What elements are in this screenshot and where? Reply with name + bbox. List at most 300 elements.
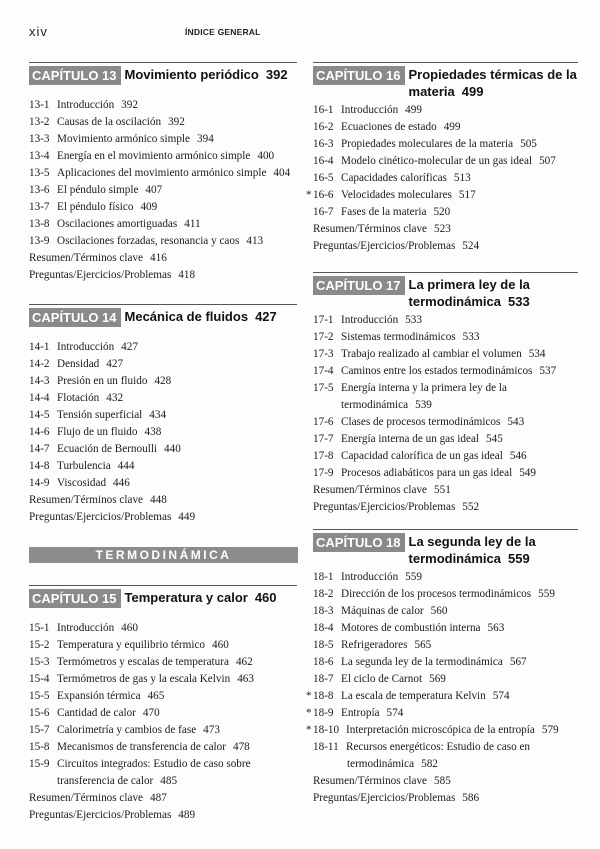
toc-entry[interactable] bbox=[306, 688, 578, 705]
section-page: 505 bbox=[520, 138, 537, 150]
section-number: 14-6 bbox=[29, 426, 50, 438]
section-title: Termómetros y escalas de temperatura bbox=[57, 656, 229, 668]
section-title: Viscosidad bbox=[57, 477, 107, 489]
section-page: 392 bbox=[121, 99, 138, 111]
section-number: 14-2 bbox=[29, 358, 50, 370]
chapter-15 bbox=[29, 585, 297, 824]
section-title: Presión en un fluido bbox=[57, 375, 148, 387]
section-number: 18-10 bbox=[313, 724, 340, 736]
section-title-cont bbox=[29, 773, 297, 790]
section-title-cont bbox=[313, 756, 578, 773]
section-title: Sistemas termodinámicos bbox=[341, 331, 456, 343]
section-title: Procesos adiabáticos para un gas ideal bbox=[341, 467, 513, 479]
chapter-title bbox=[125, 589, 277, 606]
section-page: 438 bbox=[144, 426, 162, 438]
toc-entry[interactable] bbox=[313, 586, 578, 603]
toc-entry[interactable] bbox=[313, 499, 578, 516]
toc-entry[interactable] bbox=[29, 339, 297, 356]
section-number: 18-1 bbox=[313, 571, 334, 583]
section-title: Densidad bbox=[57, 358, 100, 370]
toc-entry[interactable] bbox=[29, 739, 297, 756]
section-page: 407 bbox=[145, 184, 163, 196]
chapter-tag: CAPÍTULO 18 bbox=[313, 533, 405, 552]
section-page: 446 bbox=[113, 477, 130, 489]
section-page: 470 bbox=[142, 707, 160, 719]
chapter-header bbox=[313, 529, 578, 567]
section-title: Aplicaciones del movimiento armónico simple bbox=[57, 167, 267, 179]
section-page: 460 bbox=[121, 622, 138, 634]
toc-entry[interactable] bbox=[313, 465, 578, 482]
section-title: El péndulo físico bbox=[57, 201, 134, 213]
chapter-tag: CAPÍTULO 13 bbox=[29, 66, 121, 85]
toc-entry[interactable] bbox=[313, 204, 578, 221]
section-title: Ecuaciones de estado bbox=[341, 121, 437, 133]
toc-entry[interactable] bbox=[29, 182, 297, 199]
section-number: 15-2 bbox=[29, 639, 50, 651]
section-title: Resumen/Términos clave bbox=[29, 792, 144, 804]
toc-entry[interactable] bbox=[29, 267, 297, 284]
section-title: La escala de temperatura Kelvin bbox=[341, 690, 486, 702]
section-page: 499 bbox=[405, 104, 422, 116]
chapter-title-text-2: termodinámica bbox=[408, 551, 501, 566]
chapter-title-text: La segunda ley de la bbox=[408, 534, 536, 549]
section-title: Preguntas/Ejercicios/Problemas bbox=[29, 511, 172, 523]
section-number: 15-3 bbox=[29, 656, 50, 668]
section-title: Propiedades moleculares de la materia bbox=[341, 138, 514, 150]
chapter-entries bbox=[29, 620, 297, 824]
toc-entry[interactable] bbox=[29, 807, 297, 824]
toc-entry[interactable] bbox=[29, 441, 297, 458]
section-page: 539 bbox=[415, 399, 432, 411]
toc-entry[interactable] bbox=[29, 131, 297, 148]
toc-entry[interactable] bbox=[29, 233, 297, 250]
toc-entry[interactable] bbox=[313, 363, 578, 380]
chapter-page: 460 bbox=[254, 590, 277, 605]
section-title: Introducción bbox=[57, 341, 115, 353]
section-page: 440 bbox=[164, 443, 181, 455]
section-page: 513 bbox=[453, 172, 471, 184]
section-page: 520 bbox=[433, 206, 451, 218]
section-page: 427 bbox=[121, 341, 138, 353]
section-title: Temperatura y equilibrio térmico bbox=[57, 639, 206, 651]
chapter-tag: CAPÍTULO 17 bbox=[313, 276, 405, 295]
section-page: 565 bbox=[414, 639, 432, 651]
section-title: Cantidad de calor bbox=[57, 707, 136, 719]
section-page: 517 bbox=[458, 189, 476, 201]
section-page: 499 bbox=[443, 121, 461, 133]
section-page: 428 bbox=[154, 375, 172, 387]
section-page: 574 bbox=[386, 707, 404, 719]
toc-entry[interactable] bbox=[29, 165, 297, 182]
section-title: Mecanismos de transferencia de calor bbox=[57, 741, 226, 753]
section-number: 15-6 bbox=[29, 707, 50, 719]
chapter-page: 499 bbox=[461, 84, 484, 99]
section-title: Energía interna de un gas ideal bbox=[341, 433, 480, 445]
section-number: 16-6 bbox=[313, 189, 334, 201]
chapter-page: 427 bbox=[255, 309, 277, 324]
section-page: 448 bbox=[150, 494, 167, 506]
toc-entry[interactable] bbox=[29, 705, 297, 722]
section-title: Energía en el movimiento armónico simple bbox=[57, 150, 251, 162]
section-page: 409 bbox=[140, 201, 158, 213]
section-page: 524 bbox=[462, 240, 480, 252]
toc-entry[interactable] bbox=[29, 97, 297, 114]
toc-entry[interactable] bbox=[313, 414, 578, 431]
chapter-page: 392 bbox=[265, 67, 288, 82]
section-page: 545 bbox=[486, 433, 503, 445]
section-title: Termómetros de gas y la escala Kelvin bbox=[57, 673, 231, 685]
section-title: Modelo cinético-molecular de un gas ideal bbox=[341, 155, 533, 167]
chapter-title-text: Mecánica de fluidos bbox=[124, 309, 249, 324]
section-number: 18-8 bbox=[313, 690, 334, 702]
section-title-line-2: termodinámica bbox=[347, 758, 415, 770]
section-page: 582 bbox=[421, 758, 438, 770]
toc-entry[interactable] bbox=[306, 187, 578, 204]
section-title: Entropía bbox=[341, 707, 380, 719]
section-page: 533 bbox=[462, 331, 480, 343]
section-number: 13-6 bbox=[29, 184, 50, 196]
section-title: Circuitos integrados: Estudio de caso sobre bbox=[57, 758, 251, 770]
section-number: 16-4 bbox=[313, 155, 334, 167]
section-number: 15-1 bbox=[29, 622, 50, 634]
toc-entry[interactable] bbox=[29, 407, 297, 424]
toc-entry[interactable] bbox=[313, 569, 578, 586]
section-title: Energía interna y la primera ley de la bbox=[341, 382, 507, 394]
chapter-title bbox=[409, 66, 577, 100]
toc-entry[interactable] bbox=[313, 238, 578, 255]
section-number: 15-7 bbox=[29, 724, 50, 736]
section-title: Resumen/Términos clave bbox=[29, 494, 144, 506]
section-page: 427 bbox=[106, 358, 124, 370]
section-page: 523 bbox=[434, 223, 451, 235]
chapter-entries bbox=[29, 339, 297, 526]
toc-entry[interactable] bbox=[313, 448, 578, 465]
section-page: 449 bbox=[178, 511, 196, 523]
section-page: 411 bbox=[184, 218, 201, 230]
section-number: 16-2 bbox=[313, 121, 334, 133]
section-page: 563 bbox=[487, 622, 505, 634]
section-number: 14-5 bbox=[29, 409, 50, 421]
right-column bbox=[306, 0, 578, 849]
section-page: 473 bbox=[203, 724, 220, 736]
section-title: Movimiento armónico simple bbox=[57, 133, 190, 145]
section-number: 17-6 bbox=[313, 416, 334, 428]
section-number: 13-2 bbox=[29, 116, 50, 128]
section-page: 569 bbox=[429, 673, 446, 685]
section-title: Caminos entre los estados termodinámicos bbox=[341, 365, 533, 377]
section-title: Introducción bbox=[341, 104, 399, 116]
chapter-title-text-2: materia bbox=[408, 84, 455, 99]
section-divider: TERMODINÁMICA bbox=[29, 547, 298, 563]
chapter-page: 533 bbox=[508, 294, 530, 309]
section-title: Capacidades caloríficas bbox=[341, 172, 447, 184]
toc-entry[interactable] bbox=[313, 380, 578, 414]
section-title: Trabajo realizado al cambiar el volumen bbox=[341, 348, 522, 360]
section-page: 462 bbox=[235, 656, 253, 668]
section-title: Velocidades moleculares bbox=[341, 189, 452, 201]
chapter-tag: CAPÍTULO 16 bbox=[313, 66, 405, 85]
section-title-line-2: termodinámica bbox=[341, 399, 409, 411]
toc-entry[interactable] bbox=[306, 722, 578, 739]
toc-entry[interactable] bbox=[313, 102, 578, 119]
chapter-16 bbox=[306, 62, 578, 255]
toc-entry[interactable] bbox=[29, 620, 297, 637]
section-number: 15-9 bbox=[29, 758, 50, 770]
toc-entry[interactable] bbox=[29, 199, 297, 216]
chapter-title-text-2: termodinámica bbox=[408, 294, 501, 309]
toc-entry[interactable] bbox=[29, 458, 297, 475]
section-number: 18-7 bbox=[313, 673, 334, 685]
section-page: 543 bbox=[507, 416, 525, 428]
chapter-13 bbox=[29, 62, 297, 284]
toc-entry[interactable] bbox=[313, 620, 578, 637]
section-title-line-2: transferencia de calor bbox=[57, 775, 154, 787]
section-title: El ciclo de Carnot bbox=[341, 673, 423, 685]
section-page: 404 bbox=[273, 167, 291, 179]
section-number: 14-8 bbox=[29, 460, 50, 472]
section-page: 560 bbox=[430, 605, 448, 617]
section-page: 478 bbox=[232, 741, 250, 753]
chapter-tag: CAPÍTULO 15 bbox=[29, 589, 121, 608]
section-number: 16-3 bbox=[313, 138, 334, 150]
section-title: Causas de la oscilación bbox=[57, 116, 162, 128]
section-page: 552 bbox=[462, 501, 480, 513]
section-page: 489 bbox=[178, 809, 196, 821]
section-number: 17-1 bbox=[313, 314, 334, 326]
section-number: 18-4 bbox=[313, 622, 334, 634]
toc-entry[interactable] bbox=[29, 114, 297, 131]
section-title: Introducción bbox=[341, 571, 399, 583]
toc-entry[interactable] bbox=[29, 356, 297, 373]
toc-entry[interactable] bbox=[29, 688, 297, 705]
section-number: 15-5 bbox=[29, 690, 50, 702]
running-title: ÍNDICE GENERAL bbox=[185, 27, 261, 37]
toc-entry[interactable] bbox=[29, 373, 297, 390]
section-page: 418 bbox=[178, 269, 196, 281]
toc-entry[interactable] bbox=[313, 136, 578, 153]
section-page: 551 bbox=[434, 484, 451, 496]
section-number: 17-2 bbox=[313, 331, 334, 343]
toc-entry[interactable] bbox=[29, 509, 297, 526]
optional-section-marker: * bbox=[306, 189, 312, 201]
chapter-header bbox=[29, 585, 297, 608]
section-page: 574 bbox=[492, 690, 510, 702]
chapter-header bbox=[29, 304, 297, 327]
section-title: Preguntas/Ejercicios/Problemas bbox=[29, 269, 172, 281]
section-title: Flujo de un fluido bbox=[57, 426, 138, 438]
chapter-header bbox=[313, 272, 578, 310]
toc-entry[interactable] bbox=[313, 671, 578, 688]
section-number: 14-4 bbox=[29, 392, 50, 404]
section-title: Dirección de los procesos termodinámicos bbox=[341, 588, 532, 600]
toc-entry[interactable] bbox=[29, 637, 297, 654]
chapter-14 bbox=[29, 304, 297, 526]
section-number: 15-8 bbox=[29, 741, 50, 753]
section-number: 17-5 bbox=[313, 382, 334, 394]
section-page: 394 bbox=[197, 133, 214, 145]
section-title: Motores de combustión interna bbox=[341, 622, 481, 634]
section-number: 13-7 bbox=[29, 201, 50, 213]
section-page: 507 bbox=[539, 155, 556, 167]
section-number: 16-1 bbox=[313, 104, 334, 116]
section-title: El péndulo simple bbox=[57, 184, 139, 196]
section-page: 585 bbox=[434, 775, 451, 787]
section-page: 537 bbox=[539, 365, 557, 377]
chapter-18 bbox=[306, 529, 578, 807]
section-page: 579 bbox=[541, 724, 559, 736]
chapter-title bbox=[125, 308, 277, 325]
toc-entry[interactable] bbox=[29, 148, 297, 165]
section-page: 586 bbox=[462, 792, 480, 804]
chapter-title bbox=[409, 276, 530, 310]
section-title: Fases de la materia bbox=[341, 206, 427, 218]
section-title: Interpretación microscópica de la entropía bbox=[346, 724, 535, 736]
chapter-title-text: La primera ley de la bbox=[408, 277, 530, 292]
chapter-header bbox=[29, 62, 297, 85]
section-page: 549 bbox=[519, 467, 536, 479]
section-title: Introducción bbox=[57, 622, 115, 634]
section-page: 546 bbox=[509, 450, 527, 462]
toc-entry[interactable] bbox=[29, 492, 297, 509]
toc-entry[interactable] bbox=[29, 756, 297, 790]
section-title: La segunda ley de la termodinámica bbox=[341, 656, 503, 668]
toc-entry[interactable] bbox=[29, 250, 297, 267]
chapter-header bbox=[313, 62, 578, 100]
toc-entry[interactable] bbox=[29, 671, 297, 688]
section-number: 13-3 bbox=[29, 133, 50, 145]
toc-entry[interactable] bbox=[29, 475, 297, 492]
section-page: 463 bbox=[237, 673, 254, 685]
section-title: Refrigeradores bbox=[341, 639, 408, 651]
section-title-cont bbox=[313, 397, 578, 414]
section-title: Recursos energéticos: Estudio de caso en bbox=[346, 741, 531, 753]
section-number: 17-3 bbox=[313, 348, 334, 360]
section-title: Oscilaciones forzadas, resonancia y caos bbox=[57, 235, 240, 247]
toc-entry[interactable] bbox=[313, 221, 578, 238]
chapter-title bbox=[125, 66, 288, 83]
section-page: 559 bbox=[405, 571, 422, 583]
section-page: 485 bbox=[160, 775, 178, 787]
chapter-title-text: Temperatura y calor bbox=[124, 590, 248, 605]
section-title: Flotación bbox=[57, 392, 100, 404]
toc-entry[interactable] bbox=[313, 346, 578, 363]
section-title: Preguntas/Ejercicios/Problemas bbox=[313, 240, 456, 252]
toc-entry[interactable] bbox=[29, 654, 297, 671]
section-page: 534 bbox=[528, 348, 546, 360]
section-title: Introducción bbox=[341, 314, 399, 326]
section-page: 434 bbox=[149, 409, 167, 421]
toc-entry[interactable] bbox=[29, 216, 297, 233]
chapter-entries bbox=[313, 312, 578, 516]
section-title: Máquinas de calor bbox=[341, 605, 424, 617]
section-title: Introducción bbox=[57, 99, 115, 111]
section-page: 460 bbox=[212, 639, 229, 651]
toc-entry[interactable] bbox=[306, 705, 578, 722]
chapter-page: 559 bbox=[508, 551, 530, 566]
toc-entry[interactable] bbox=[313, 119, 578, 136]
toc-entry[interactable] bbox=[313, 312, 578, 329]
toc-entry[interactable] bbox=[29, 424, 297, 441]
section-number: 13-9 bbox=[29, 235, 50, 247]
toc-entry[interactable] bbox=[313, 431, 578, 448]
chapter-entries bbox=[29, 97, 297, 284]
section-number: 13-1 bbox=[29, 99, 50, 111]
toc-entry[interactable] bbox=[313, 153, 578, 170]
section-page: 392 bbox=[168, 116, 185, 128]
section-title: Clases de procesos termodinámicos bbox=[341, 416, 501, 428]
section-number: 17-8 bbox=[313, 450, 334, 462]
section-title: Resumen/Términos clave bbox=[29, 252, 144, 264]
section-number: 14-7 bbox=[29, 443, 50, 455]
optional-section-marker: * bbox=[306, 707, 312, 719]
chapter-tag: CAPÍTULO 14 bbox=[29, 308, 121, 327]
toc-entry[interactable] bbox=[313, 170, 578, 187]
section-number: 14-9 bbox=[29, 477, 50, 489]
page-number: xiv bbox=[29, 24, 48, 39]
toc-entry[interactable] bbox=[313, 654, 578, 671]
section-title: Preguntas/Ejercicios/Problemas bbox=[313, 501, 456, 513]
toc-entry[interactable] bbox=[313, 482, 578, 499]
section-title: Tensión superficial bbox=[57, 409, 143, 421]
toc-entry[interactable] bbox=[313, 790, 578, 807]
chapter-title-text: Movimiento periódico bbox=[124, 67, 259, 82]
section-number: 15-4 bbox=[29, 673, 50, 685]
left-column bbox=[29, 0, 297, 849]
section-number: 17-4 bbox=[313, 365, 334, 377]
section-number: 18-2 bbox=[313, 588, 334, 600]
section-page: 567 bbox=[509, 656, 527, 668]
section-number: 16-7 bbox=[313, 206, 334, 218]
toc-entry[interactable] bbox=[29, 722, 297, 739]
section-title: Capacidad calorífica de un gas ideal bbox=[341, 450, 503, 462]
toc-entry[interactable] bbox=[313, 773, 578, 790]
section-title: Resumen/Términos clave bbox=[313, 484, 428, 496]
toc-entry[interactable] bbox=[313, 739, 578, 773]
chapter-entries bbox=[306, 569, 578, 807]
section-title: Preguntas/Ejercicios/Problemas bbox=[29, 809, 172, 821]
section-page: 413 bbox=[246, 235, 264, 247]
toc-entry[interactable] bbox=[313, 603, 578, 620]
chapter-17 bbox=[313, 272, 578, 516]
section-number: 13-5 bbox=[29, 167, 50, 179]
section-page: 400 bbox=[257, 150, 275, 162]
toc-entry[interactable] bbox=[29, 390, 297, 407]
section-title: Turbulencia bbox=[57, 460, 111, 472]
section-number: 18-9 bbox=[313, 707, 334, 719]
section-number: 18-5 bbox=[313, 639, 334, 651]
toc-entry[interactable] bbox=[313, 637, 578, 654]
section-number: 17-9 bbox=[313, 467, 334, 479]
optional-section-marker: * bbox=[306, 724, 312, 736]
toc-entry[interactable] bbox=[313, 329, 578, 346]
section-title: Preguntas/Ejercicios/Problemas bbox=[313, 792, 456, 804]
optional-section-marker: * bbox=[306, 690, 312, 702]
section-title: Expansión térmica bbox=[57, 690, 141, 702]
section-number: 16-5 bbox=[313, 172, 334, 184]
chapter-entries bbox=[306, 102, 578, 255]
section-number: 13-4 bbox=[29, 150, 50, 162]
section-number: 13-8 bbox=[29, 218, 50, 230]
section-page: 432 bbox=[106, 392, 124, 404]
section-page: 533 bbox=[405, 314, 422, 326]
section-number: 14-3 bbox=[29, 375, 50, 387]
section-number: 17-7 bbox=[313, 433, 334, 445]
section-number: 18-3 bbox=[313, 605, 334, 617]
section-title: Ecuación de Bernoulli bbox=[57, 443, 158, 455]
section-number: 18-11 bbox=[313, 741, 339, 753]
section-page: 444 bbox=[117, 460, 135, 472]
toc-entry[interactable] bbox=[29, 790, 297, 807]
